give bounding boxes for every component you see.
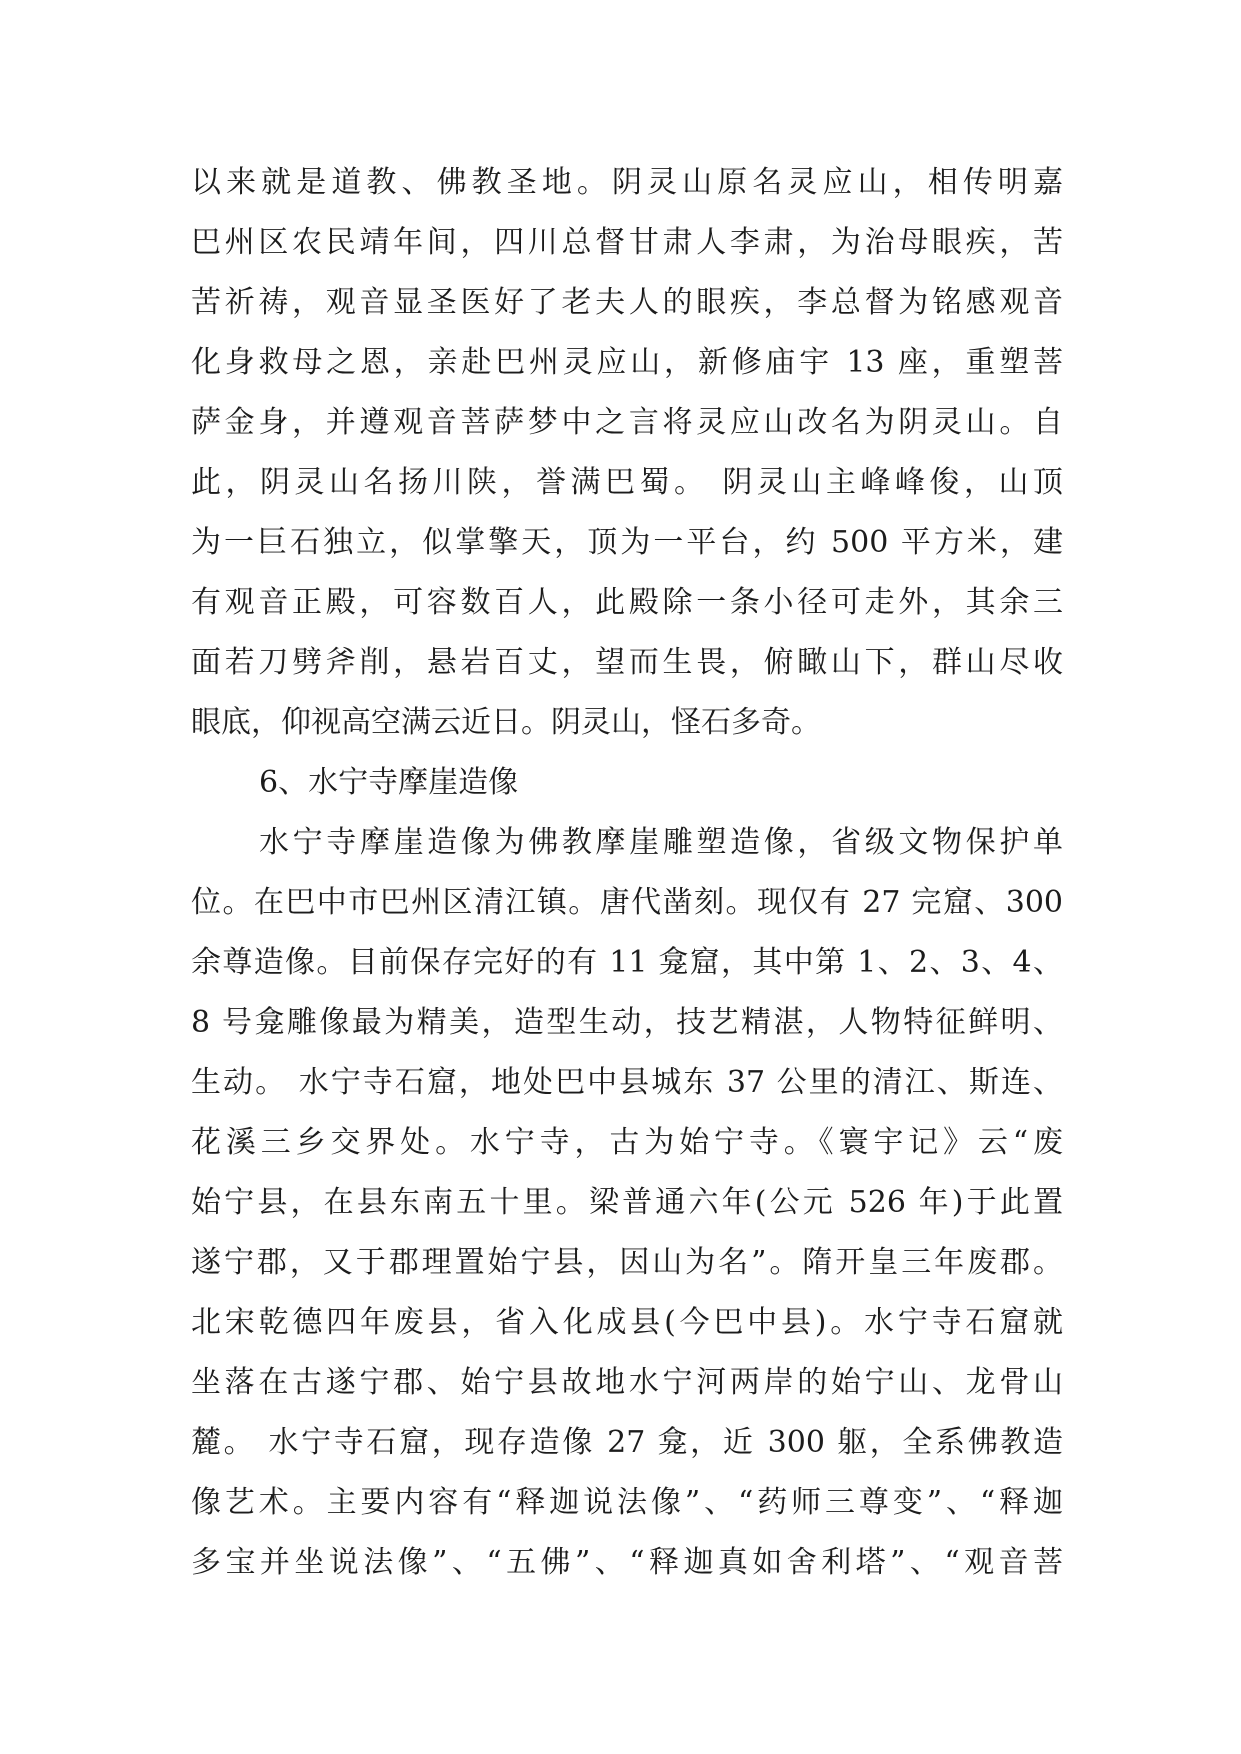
text-line: 水宁寺摩崖造像为佛教摩崖雕塑造像，省级文物保护单	[259, 825, 1063, 860]
text-line: 萨金身，并遵观音菩萨梦中之言将灵应山改名为阴灵山。自	[191, 405, 1063, 440]
text-line: 北宋乾德四年废县，省入化成县(今巴中县)。水宁寺石窟就	[191, 1305, 1063, 1340]
text-line: 为一巨石独立，似掌擎天，顶为一平台，约 500 平方米，建	[191, 525, 1063, 560]
text-line: 始宁县，在县东南五十里。梁普通六年(公元 526 年)于此置	[191, 1185, 1063, 1220]
text-line: 巴州区农民靖年间，四川总督甘肃人李肃，为治母眼疾，苦	[191, 225, 1063, 260]
text-line: 坐落在古遂宁郡、始宁县故地水宁河两岸的始宁山、龙骨山	[191, 1365, 1063, 1400]
text-line: 遂宁郡，又于郡理置始宁县，因山为名”。隋开皇三年废郡。	[191, 1245, 1063, 1280]
text-line: 位。在巴中市巴州区清江镇。唐代凿刻。现仅有 27 完窟、300	[191, 885, 1063, 920]
text-line: 多宝并坐说法像”、“五佛”、“释迦真如舍利塔”、“观音菩	[191, 1545, 1063, 1580]
section-heading: 6、水宁寺摩崖造像	[259, 765, 519, 800]
text-line: 有观音正殿，可容数百人，此殿除一条小径可走外，其余三	[191, 585, 1063, 620]
text-line: 眼底，仰视高空满云近日。阴灵山，怪石多奇。	[191, 705, 821, 740]
text-line: 生动。 水宁寺石窟，地处巴中县城东 37 公里的清江、斯连、	[191, 1065, 1063, 1100]
text-line: 以来就是道教、佛教圣地。阴灵山原名灵应山，相传明嘉	[191, 165, 1063, 200]
text-line: 像艺术。主要内容有“释迦说法像”、“药师三尊变”、“释迦	[191, 1485, 1063, 1520]
text-line: 此，阴灵山名扬川陕，誉满巴蜀。 阴灵山主峰峰俊，山顶	[191, 465, 1063, 500]
text-line: 花溪三乡交界处。水宁寺，古为始宁寺。《寰宇记》云“废	[191, 1125, 1063, 1160]
text-line: 苦祈祷，观音显圣医好了老夫人的眼疾，李总督为铭感观音	[191, 285, 1063, 320]
text-line: 8 号龛雕像最为精美，造型生动，技艺精湛，人物特征鲜明、	[191, 1005, 1063, 1040]
text-line: 化身救母之恩，亲赴巴州灵应山，新修庙宇 13 座，重塑菩	[191, 345, 1063, 380]
document-body	[191, 153, 1063, 1593]
text-line: 余尊造像。目前保存完好的有 11 龛窟，其中第 1、2、3、4、	[191, 945, 1063, 980]
text-line: 面若刀劈斧削，悬岩百丈，望而生畏，俯瞰山下，群山尽收	[191, 645, 1063, 680]
text-line: 麓。 水宁寺石窟，现存造像 27 龛，近 300 躯，全系佛教造	[191, 1425, 1063, 1460]
